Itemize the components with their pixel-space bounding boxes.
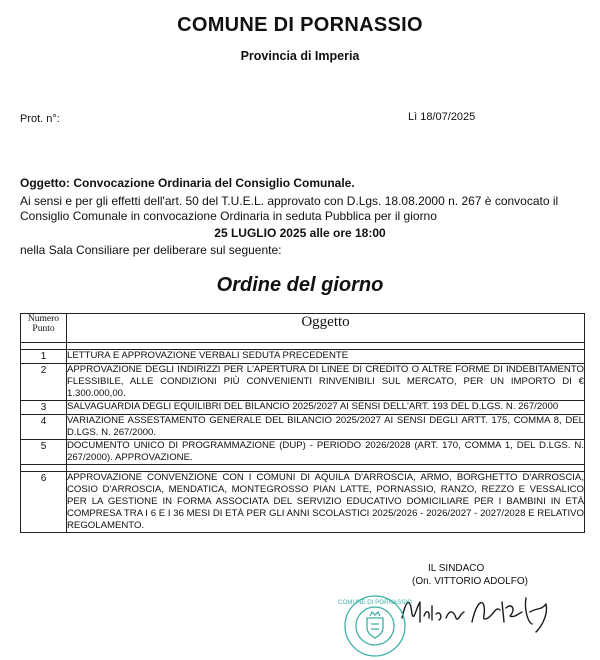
agenda-row bbox=[21, 350, 585, 364]
meeting-place: nella Sala Consiliare per deliberare sul seguente: bbox=[20, 243, 282, 257]
mayor-name: (On. VITTORIO ADOLFO) bbox=[412, 576, 528, 587]
agenda-row bbox=[21, 415, 585, 440]
item-text: LETTURA E APPROVAZIONE VERBALI SEDUTA PRECEDENTE bbox=[67, 350, 585, 364]
item-number: 5 bbox=[21, 440, 67, 465]
col-number-header: Numero Punto bbox=[21, 314, 67, 343]
spacer-row bbox=[21, 343, 585, 350]
svg-text:COMUNE DI PORNASSIO: COMUNE DI PORNASSIO bbox=[338, 599, 412, 606]
agenda-title: Ordine del giorno bbox=[216, 274, 384, 296]
agenda-row bbox=[21, 472, 585, 533]
municipal-seal-stamp bbox=[338, 594, 412, 658]
item-number: 2 bbox=[21, 364, 67, 401]
agenda-row bbox=[21, 364, 585, 401]
province-name: Provincia di Imperia bbox=[240, 49, 360, 63]
item-text: APPROVAZIONE CONVENZIONE CON I COMUNI DI AQUILA D'ARROSCIA, ARMO, BORGHETTO D'ARROSCIA, COSIO D'ARROSCIA, MENDATICA, MONTEGROSSO PIAN LATTE, PORNASSIO, RANZO, REZZO E VESSALICO PER LA GESTIONE IN FORMA ASSOCIATA DEL SERVIZIO EDUCATIVO DOMICILIARE PER I BAMBINI IN ETÀ COMPRESA TRA I 6 E I 36 MESI DI ETÀ PER GLI ANNI SCOLASTICI 2025/2026 - 2026/2027 - 2027/2028 E RELATIVO REGOLAMENTO. bbox=[67, 472, 584, 531]
item-text: SALVAGUARDIA DEGLI EQUILIBRI DEL BILANCIO 2025/2027 AI SENSI DELL'ART. 193 DEL D.LGS. N. 267/2000 bbox=[67, 401, 585, 415]
agenda-header-row bbox=[21, 314, 585, 343]
convocation-paragraph: Ai sensi e per gli effetti dell'art. 50 del T.U.E.L. approvato con D.Lgs. 18.08.2000 n. 267 è convocato il Consiglio Comunale in convocazione Ordinaria in seduta Pubblica per il giorno bbox=[20, 194, 559, 223]
item-number: 4 bbox=[21, 415, 67, 440]
mayor-role: IL SINDACO bbox=[428, 563, 485, 574]
item-text: VARIAZIONE ASSESTAMENTO GENERALE DEL BILANCIO 2025/2027 AI SENSI DEGLI ARTT. 175, COMMA 8, DEL D.LGS. N. 267/2000. bbox=[67, 415, 584, 438]
letter-subject: Oggetto: Convocazione Ordinaria del Consiglio Comunale. bbox=[20, 176, 355, 190]
agenda-row bbox=[21, 440, 585, 465]
col-subject-header: Oggetto bbox=[67, 314, 585, 343]
spacer-row bbox=[21, 465, 585, 472]
item-number: 1 bbox=[21, 350, 67, 364]
meeting-date: 25 LUGLIO 2025 alle ore 18:00 bbox=[214, 226, 386, 240]
agenda-table bbox=[20, 313, 585, 533]
item-text: DOCUMENTO UNICO DI PROGRAMMAZIONE (DUP) - PERIODO 2026/2028 (ART. 170, COMMA 1, DEL D.LGS. N. 267/2000). APPROVAZIONE. bbox=[67, 440, 584, 463]
protocol-number: Prot. n°: bbox=[20, 113, 60, 125]
document-date: Lì 18/07/2025 bbox=[408, 111, 476, 123]
item-number: 3 bbox=[21, 401, 67, 415]
agenda-row bbox=[21, 401, 585, 415]
item-text: APPROVAZIONE DEGLI INDIRIZZI PER L'APERTURA DI LINEE DI CREDITO O ALTRE FORME DI INDEBITAMENTO FLESSIBILE, ALLE CONDIZIONI PIÙ CONVENIENTI RINVENIBILI SUL MERCATO, PER UN IMPORTO DI € 1.300.000,00. bbox=[67, 364, 584, 399]
item-number: 6 bbox=[21, 472, 67, 533]
municipality-title: COMUNE DI PORNASSIO bbox=[177, 14, 423, 36]
handwritten-signature bbox=[396, 588, 566, 636]
